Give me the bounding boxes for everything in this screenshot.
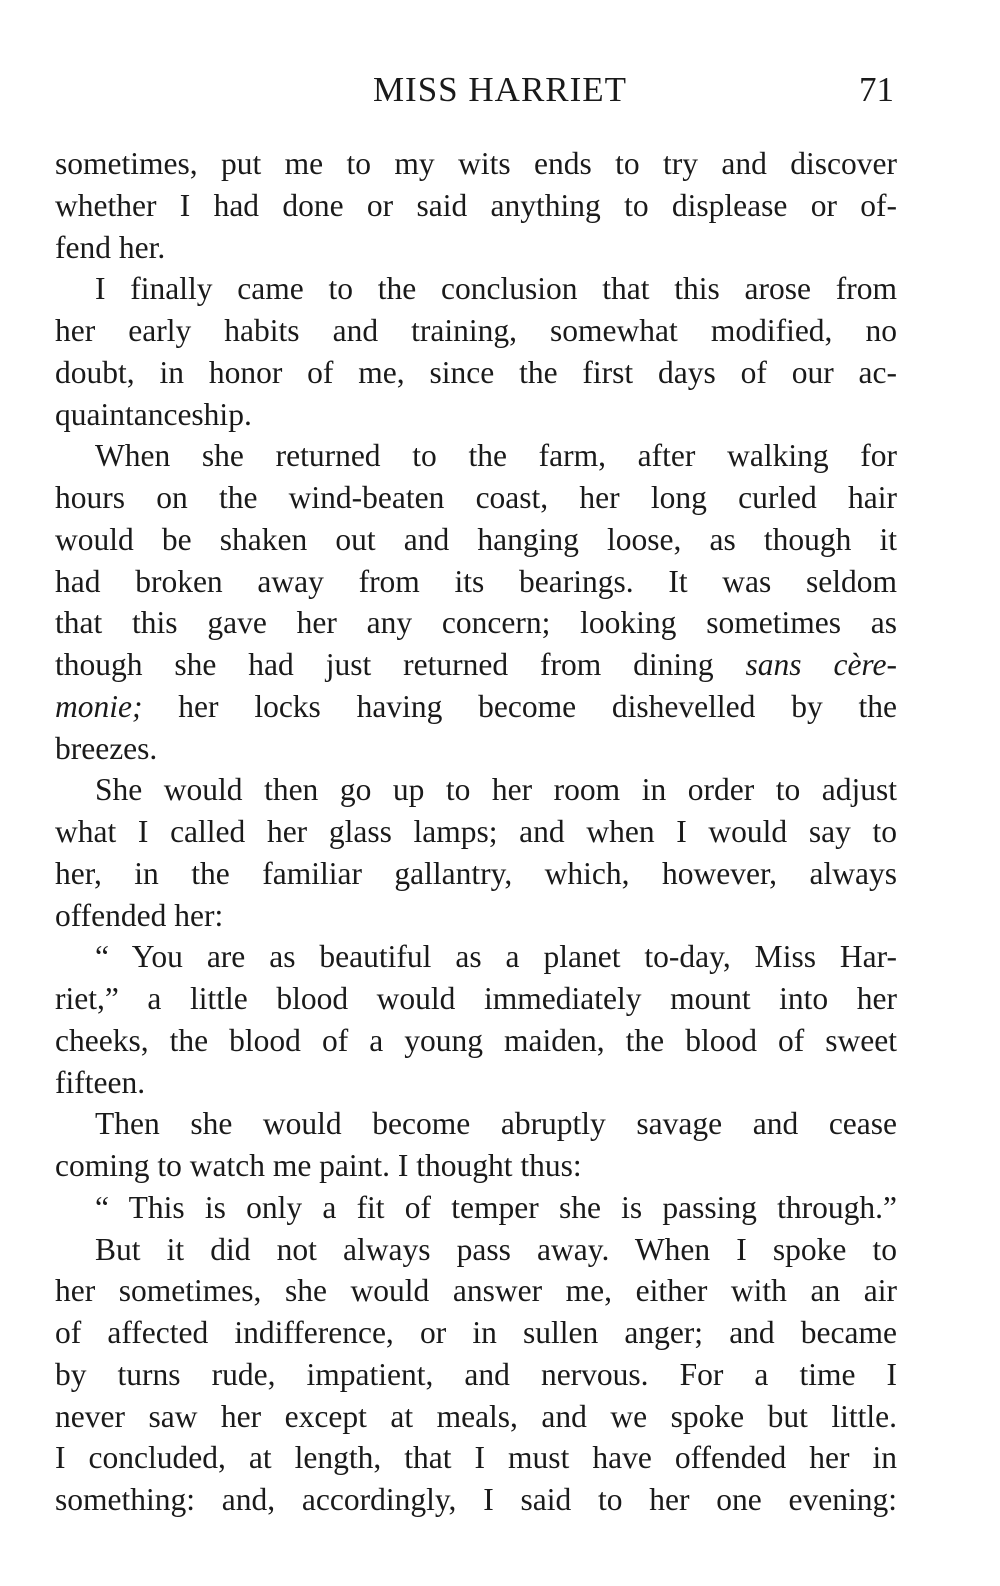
text-line: coming to watch me paint. I thought thus: bbox=[55, 1148, 582, 1183]
text-line: her sometimes, she would answer me, either with an air bbox=[55, 1273, 897, 1309]
italic-phrase: sans cère- bbox=[745, 647, 897, 682]
running-head bbox=[0, 70, 1000, 110]
text-line: offended her: bbox=[55, 897, 224, 933]
body-text bbox=[55, 143, 897, 1521]
text-line: When she returned to the farm, after walking for bbox=[95, 438, 897, 474]
text-line: fifteen. bbox=[55, 1064, 146, 1100]
text-line: that this gave her any concern; looking sometimes as bbox=[55, 605, 897, 641]
text-line: quaintanceship. bbox=[55, 396, 252, 432]
text-line: I finally came to the conclusion that this arose from bbox=[95, 271, 897, 307]
text-line: her early habits and training, somewhat modified, no bbox=[55, 313, 897, 348]
text-line: had broken away from its bearings. It was seldom bbox=[55, 563, 897, 599]
text-line: hours on the wind-beaten coast, her long curled hair bbox=[55, 480, 897, 515]
text-line: “ This is only a fit of temper she is passing through.” bbox=[95, 1189, 897, 1225]
text-line: “ You are as beautiful as a planet to-day, Miss Har- bbox=[95, 939, 897, 975]
text-line: I concluded, at length, that I must have offended her in bbox=[55, 1440, 897, 1476]
text-line: by turns rude, impatient, and nervous. For a time I bbox=[55, 1356, 897, 1392]
text-line: never saw her except at meals, and we spoke but little. bbox=[55, 1398, 897, 1434]
page-number: 71 bbox=[859, 70, 894, 109]
text-line: of affected indifference, or in sullen anger; and became bbox=[55, 1315, 897, 1350]
running-title: MISS HARRIET bbox=[372, 70, 628, 109]
text-line: her, in the familiar gallantry, which, however, always bbox=[55, 855, 897, 891]
text-line: riet,” a little blood would immediately mount into her bbox=[55, 981, 897, 1016]
text-segment: her locks having become dishevelled by the bbox=[142, 688, 897, 724]
italic-phrase: monie; bbox=[55, 688, 143, 724]
text-line: But it did not always pass away. When I spoke to bbox=[95, 1231, 897, 1267]
text-line: Then she would become abruptly savage and cease bbox=[95, 1106, 897, 1142]
text-line bbox=[55, 686, 897, 728]
text-line: She would then go up to her room in order to adjust bbox=[95, 772, 897, 808]
text-line: cheeks, the blood of a young maiden, the blood of sweet bbox=[55, 1022, 897, 1058]
text-line: whether I had done or said anything to displease or of- bbox=[55, 187, 897, 223]
text-line: sometimes, put me to my wits ends to try and discover bbox=[55, 146, 897, 181]
text-line: something: and, accordingly, I said to her one evening: bbox=[55, 1482, 897, 1517]
text-line: doubt, in honor of me, since the first days of our ac- bbox=[55, 354, 897, 390]
text-line: what I called her glass lamps; and when I would say to bbox=[55, 814, 897, 849]
text-segment: though she had just returned from dining bbox=[55, 647, 746, 682]
text-line bbox=[55, 644, 897, 686]
text-line: breezes. bbox=[55, 730, 158, 766]
text-line: fend her. bbox=[55, 229, 166, 265]
text-line: would be shaken out and hanging loose, as though it bbox=[55, 521, 897, 557]
